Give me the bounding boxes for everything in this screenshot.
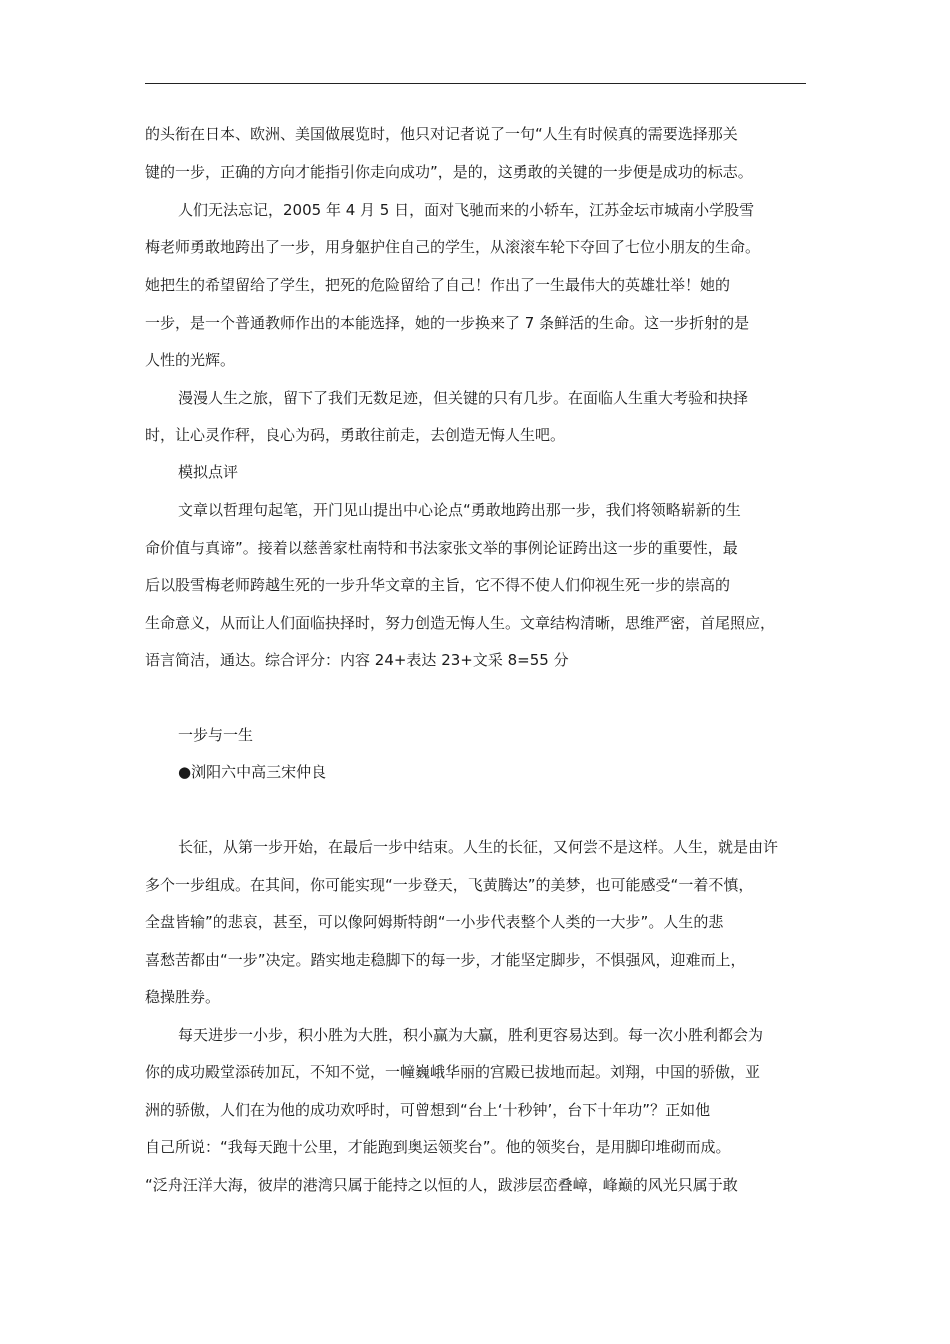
text-line: 每天进步一小步，积小胜为大胜，积小赢为大赢，胜利更容易达到。每一次小胜利都会为 <box>178 1026 764 1044</box>
text-line: 一步，是一个普通教师作出的本能选择，她的一步换来了 7 条鲜活的生命。这一步折射的是 <box>145 314 750 332</box>
text-line: 语言简洁，通达。综合评分：内容 24+表达 23+文采 8=55 分 <box>145 651 569 669</box>
text-line: 后以股雪梅老师跨越生死的一步升华文章的主旨，它不得不使人们仰视生死一步的崇高的 <box>145 576 731 594</box>
text-line: “泛舟汪洋大海，彼岸的港湾只属于能持之以恒的人，跋涉层峦叠嶂，峰巅的风光只属于敢 <box>145 1176 738 1194</box>
essay-title: 一步与一生 <box>178 726 254 744</box>
text-line: 漫漫人生之旅，留下了我们无数足迹，但关键的只有几步。在面临人生重大考验和抉择 <box>178 389 749 407</box>
text-line: 文章以哲理句起笔，开门见山提出中心论点“勇敢地跨出那一步，我们将领略崭新的生 <box>178 501 741 519</box>
section-heading: 模拟点评 <box>178 463 239 481</box>
text-line: 她把生的希望留给了学生，把死的危险留给了自己！作出了一生最伟大的英雄壮举！她的 <box>145 276 731 294</box>
text-line: 梅老师勇敢地跨出了一步，用身躯护住自己的学生，从滚滚车轮下夺回了七位小朋友的生命。 <box>145 238 761 256</box>
text-line: 多个一步组成。在其间，你可能实现“一步登天，飞黄腾达”的美梦，也可能感受“一着不慎， <box>145 876 754 894</box>
header-rule <box>145 83 806 84</box>
text-line: 洲的骄傲，人们在为他的成功欢呼时，可曾想到“台上‘十秒钟’，台下十年功”？正如他 <box>145 1101 711 1119</box>
text-line: 键的一步，正确的方向才能指引你走向成功”，是的，这勇敢的关键的一步便是成功的标志。 <box>145 163 753 181</box>
text-line: 自己所说：“我每天跑十公里，才能跑到奥运领奖台”。他的领奖台，是用脚印堆砌而成。 <box>145 1138 731 1156</box>
text-line: 的头衔在日本、欧洲、美国做展览时，他只对记者说了一句“人生有时候真的需要选择那关 <box>145 125 738 143</box>
text-line: 稳操胜券。 <box>145 988 221 1006</box>
text-line: 你的成功殿堂添砖加瓦，不知不觉，一幢巍峨华丽的宫殿已拔地而起。刘翔，中国的骄傲，亚 <box>145 1063 761 1081</box>
text-line: 长征，从第一步开始，在最后一步中结束。人生的长征，又何尝不是这样。人生，就是由许 <box>178 838 779 856</box>
text-line: 生命意义，从而让人们面临抉择时，努力创造无悔人生。文章结构清晰，思维严密，首尾照应， <box>145 614 776 632</box>
text-line: 时，让心灵作秤，良心为码，勇敢往前走，去创造无悔人生吧。 <box>145 426 566 444</box>
text-line: 全盘皆输”的悲哀，甚至，可以像阿姆斯特朗“一小步代表整个人类的一大步”。人生的悲 <box>145 913 724 931</box>
author-byline: ●浏阳六中高三宋仲良 <box>178 763 327 781</box>
text-line: 人性的光辉。 <box>145 351 236 369</box>
text-line: 喜愁苦都由“一步”决定。踏实地走稳脚下的每一步，才能坚定脚步，不惧强风，迎难而上， <box>145 951 746 969</box>
text-line: 人们无法忘记，2005 年 4 月 5 日，面对飞驰而来的小轿车，江苏金坛市城南小学股雪 <box>178 201 755 219</box>
text-line: 命价值与真谛”。接着以慈善家杜南特和书法家张文举的事例论证跨出这一步的重要性，最 <box>145 539 738 557</box>
